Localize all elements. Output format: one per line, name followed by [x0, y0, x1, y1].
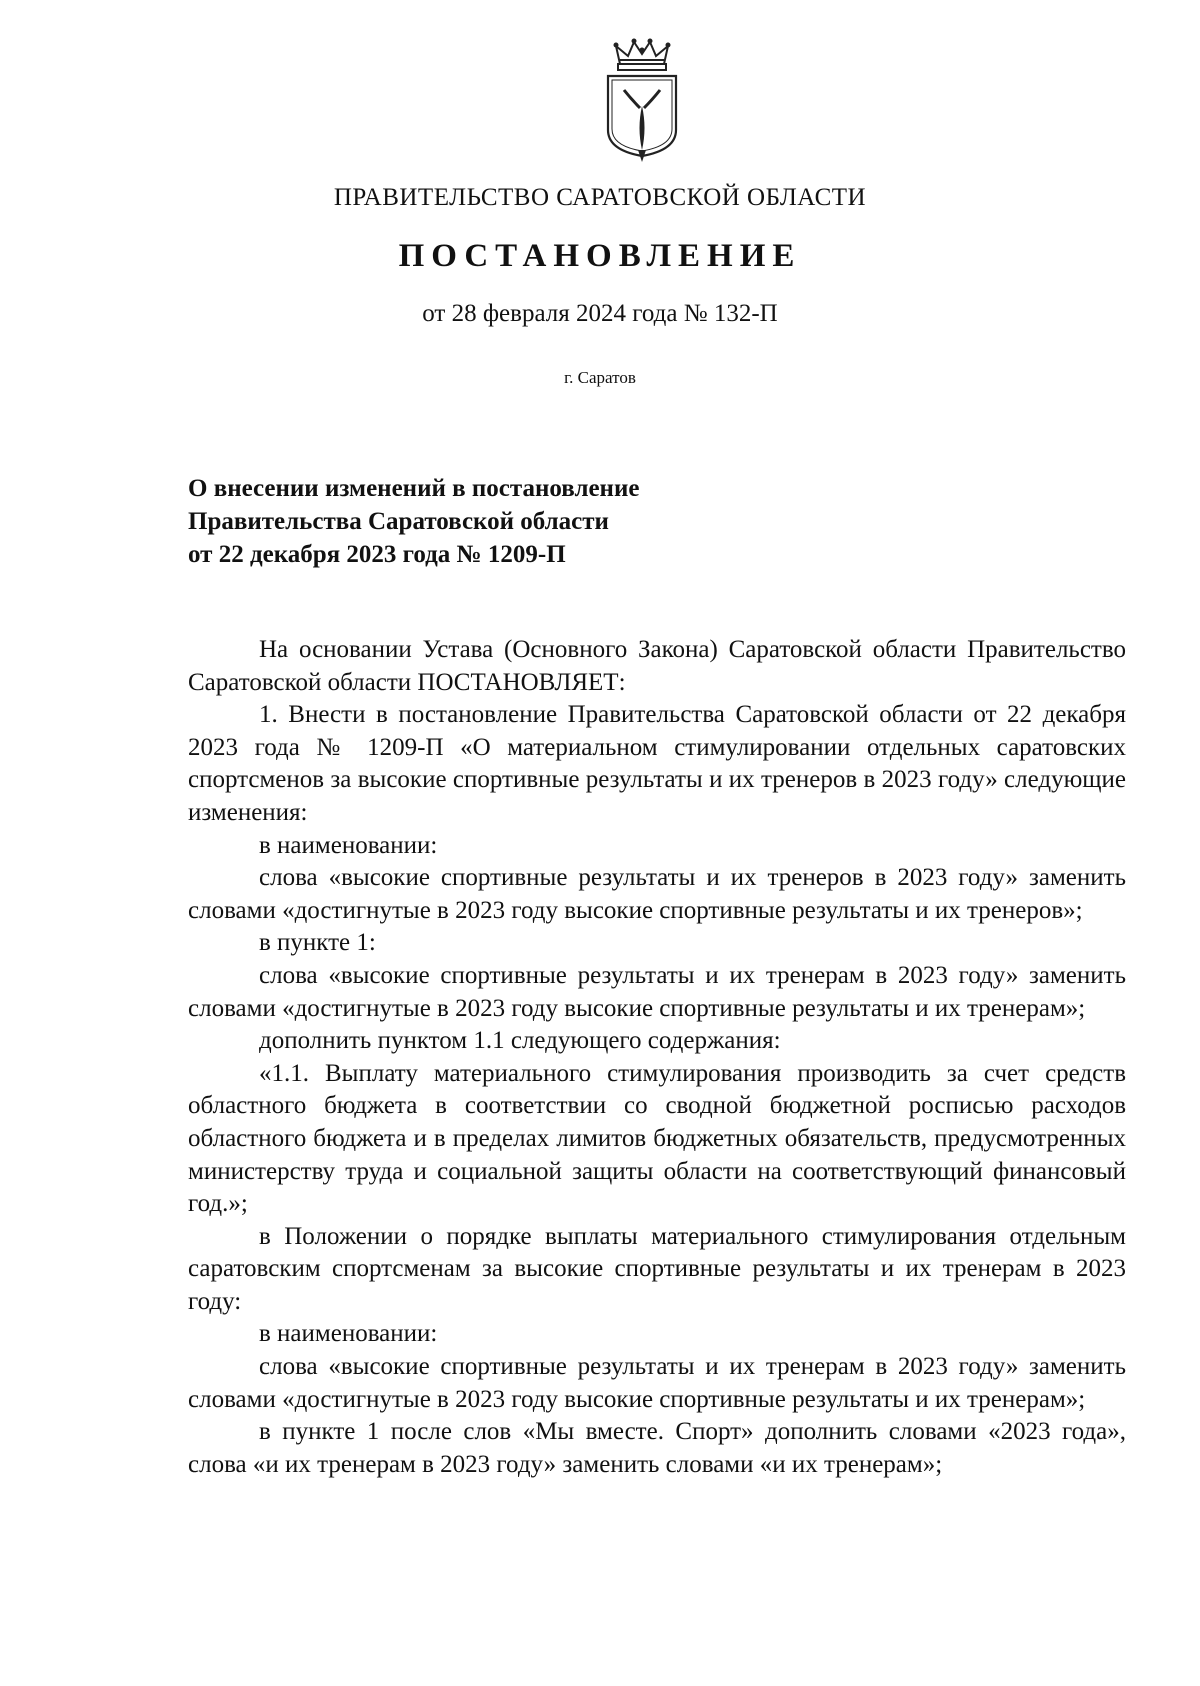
paragraph: в пункте 1 после слов «Мы вместе. Спорт» дополнить словами «2023 года», слова «и их тренерам в 2023 году» заменить словами «и их тренерам»; — [188, 1418, 1126, 1478]
title-line: О внесении изменений в постановление — [188, 475, 640, 502]
paragraph: в наименовании: — [259, 831, 438, 859]
paragraph: слова «высокие спортивные результаты и их тренерам в 2023 году» заменить словами «достигнутые в 2023 году высокие спортивные результаты и их тренерам»; — [188, 961, 1126, 1022]
title-line: от 22 декабря 2023 года № 1209-П — [188, 541, 566, 568]
paragraph: в Положении о порядке выплаты материального стимулирования отдельным саратовским спортсменам за высокие спортивные результаты и их тренерам в 2023 году: — [188, 1222, 1126, 1315]
paragraph: дополнить пунктом 1.1 следующего содержания: — [259, 1027, 781, 1055]
paragraph: слова «высокие спортивные результаты и их тренеров в 2023 году» заменить словами «достигнутые в 2023 году высокие спортивные результаты и их тренеров»; — [188, 864, 1126, 924]
paragraph: в пункте 1: — [259, 929, 376, 957]
document-title — [188, 472, 888, 571]
paragraph: «1.1. Выплату материального стимулирования производить за счет средств областного бюджета в соответствии со сводной бюджетной росписью расходов областного бюджета и в пределах лимитов бюджетных обязательств, предусмотренных министерству труда и социальной защиты области на соответствующий финансовый год.»; — [188, 1059, 1126, 1218]
city: г. Саратов — [564, 368, 636, 387]
government-name: ПРАВИТЕЛЬСТВО САРАТОВСКОЙ ОБЛАСТИ — [333, 184, 867, 211]
paragraph: слова «высокие спортивные результаты и их тренерам в 2023 году» заменить словами «достигнутые в 2023 году высокие спортивные результаты и их тренерам»; — [188, 1353, 1126, 1413]
paragraph: в наименовании: — [259, 1320, 438, 1348]
document-body — [188, 634, 1126, 1481]
coat-of-arms-icon — [602, 38, 682, 168]
document-type: ПОСТАНОВЛЕНИЕ — [398, 238, 802, 274]
date-and-number: от 28 февраля 2024 года № 132-П — [422, 300, 778, 327]
paragraph: На основании Устава (Основного Закона) Саратовской области Правительство Саратовской области ПОСТАНОВЛЯЕТ: — [188, 636, 1126, 696]
paragraph: 1. Внести в постановление Правительства Саратовской области от 22 декабря 2023 года № 1209-П «О материальном стимулировании отдельных саратовских спортсменов за высокие спортивные результаты и их тренеров в 2023 году» следующие изменения: — [188, 701, 1126, 826]
title-line: Правительства Саратовской области — [188, 508, 609, 535]
